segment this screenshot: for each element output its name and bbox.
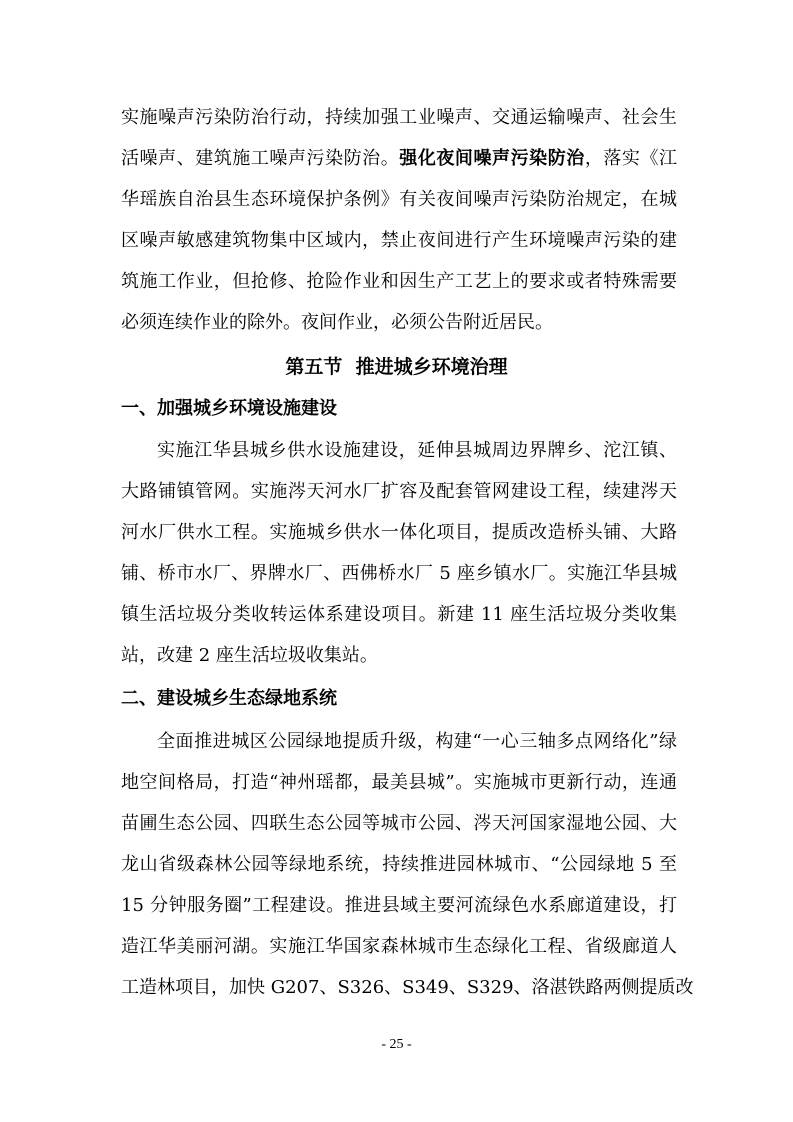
paragraph-line: 全面推进城区公园绿地提质升级，构建“一心三轴多点网络化”绿 — [157, 731, 677, 752]
paragraph-text: 活噪声、建筑施工噪声污染防治。 — [121, 148, 400, 169]
page-number: - 25 - — [381, 1037, 412, 1052]
paragraph-line: 区噪声敏感建筑物集中区域内，禁止夜间进行产生环境噪声污染的建 — [121, 230, 677, 251]
paragraph-line: 必须连续作业的除外。夜间作业，必须公告附近居民。 — [121, 312, 553, 333]
paragraph-line: 实施江华县城乡供水设施建设，延伸县城周边界牌乡、沱江镇、 — [157, 440, 677, 461]
paragraph-line: 站，改建 2 座生活垃圾收集站。 — [121, 645, 378, 666]
paragraph-line — [121, 147, 677, 171]
paragraph-line: 龙山省级森林公园等绿地系统，持续推进园林城市、“公园绿地 5 至 — [121, 854, 677, 875]
section-title: 第五节 推进城乡环境治理 — [285, 356, 508, 378]
paragraph-line: 镇生活垃圾分类收转运体系建设项目。新建 11 座生活垃圾分类收集 — [121, 604, 677, 625]
paragraph-line: 15 分钟服务圈”工程建设。推进县域主要河流绿色水系廊道建设，打 — [121, 895, 677, 916]
paragraph-line: 华瑶族自治县生态环境保护条例》有关夜间噪声污染防治规定，在城 — [121, 189, 677, 210]
paragraph-line: 造江华美丽河湖。实施江华国家森林城市生态绿化工程、省级廊道人 — [121, 936, 677, 957]
paragraph-line: 铺、桥市水厂、界牌水厂、西佛桥水厂 5 座乡镇水厂。实施江华县城 — [121, 563, 677, 584]
emphasis-text: 强化夜间噪声污染防治 — [399, 148, 585, 169]
paragraph-line: 地空间格局，打造“神州瑶都，最美县城”。实施城市更新行动，连通 — [121, 772, 677, 793]
paragraph-line: 实施噪声污染防治行动，持续加强工业噪声、交通运输噪声、社会生 — [121, 107, 677, 128]
subsection-heading: 一、加强城乡环境设施建设 — [121, 398, 337, 419]
paragraph-line: 筑施工作业，但抢修、抢险作业和因生产工艺上的要求或者特殊需要 — [121, 271, 677, 292]
paragraph-line: 工造林项目，加快 G207、S326、S349、S329、洛湛铁路两侧提质改 — [121, 977, 694, 998]
paragraph-line: 苗圃生态公园、四联生态公园等城市公园、涔天河国家湿地公园、大 — [121, 813, 677, 834]
paragraph-line: 大路铺镇管网。实施涔天河水厂扩容及配套管网建设工程，续建涔天 — [121, 481, 677, 502]
paragraph-line: 河水厂供水工程。实施城乡供水一体化项目，提质改造桥头铺、大路 — [121, 522, 677, 543]
subsection-heading: 二、建设城乡生态绿地系统 — [121, 688, 337, 709]
paragraph-text: ，落实《江 — [584, 148, 678, 169]
